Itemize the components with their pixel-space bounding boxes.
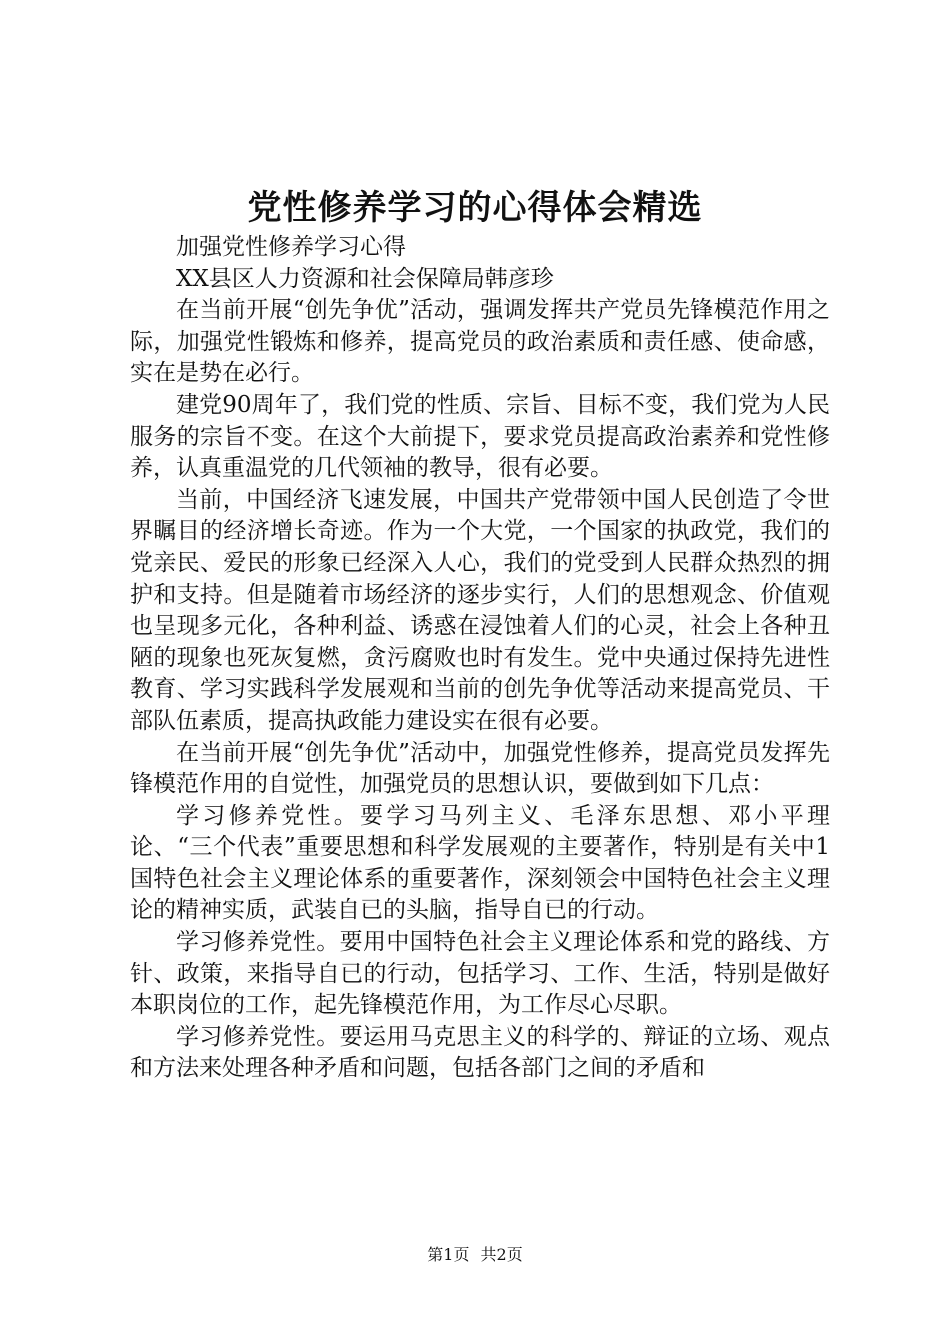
page-total: 共2页 xyxy=(480,1245,523,1264)
body-paragraph: 学习修养党性。要用中国特色社会主义理论体系和党的路线、方针、政策，来指导自已的行动，包括学习、工作、生活，特别是做好本职岗位的工作，起先锋模范作用，为工作尽心尽职。 xyxy=(130,929,830,1019)
body-paragraph: 建党90周年了，我们党的性质、宗旨、目标不变，我们党为人民服务的宗旨不变。在这个大前提下，要求党员提高政治素养和党性修养，认真重温党的几代领袖的教导，很有必要。 xyxy=(130,391,830,482)
author-paragraph: XX县区人力资源和社会保障局韩彦珍 xyxy=(176,265,554,292)
document-title: 党性修养学习的心得体会精选 xyxy=(247,188,703,228)
subtitle-paragraph: 加强党性修养学习心得 xyxy=(176,234,406,260)
body-paragraph: 在当前开展“创先争优”活动，强调发挥共产党员先锋模范作用之际，加强党性锻炼和修养，提高党员的政治素质和责任感、使命感，实在是势在必行。 xyxy=(130,297,830,387)
document-body xyxy=(130,232,830,1085)
body-paragraph: 学习修养党性。要学习马列主义、毛泽东思想、邓小平理论、“三个代表”重要思想和科学发展观的主要著作，特别是有关中1国特色社会主义理论体系的重要著作，深刻领会中国特色社会主义理论的精神实质，武装自已的头脑，指导自已的行动。 xyxy=(130,802,830,924)
body-paragraph: 在当前开展“创先争优”活动中，加强党性修养，提高党员发挥先锋模范作用的自觉性，加强党员的思想认识，要做到如下几点： xyxy=(130,739,830,798)
page-footer xyxy=(0,1244,950,1266)
body-paragraph: 学习修养党性。要运用马克思主义的科学的、辩证的立场、观点和方法来处理各种矛盾和问题，包括各部门之间的矛盾和 xyxy=(130,1023,830,1082)
page-number: 第1页 xyxy=(427,1245,470,1264)
body-paragraph: 当前，中国经济飞速发展，中国共产党带领中国人民创造了令世界瞩目的经济增长奇迹。作为一个大党，一个国家的执政党，我们的党亲民、爱民的形象已经深入人心，我们的党受到人民群众热烈的拥护和支持。但是随着市场经济的逐步实行，人们的思想观念、价值观也呈现多元化，各种利益、诱惑在浸蚀着人们的心灵，社会上各种丑陋的现象也死灰复燃，贪污腐败也时有发生。党中央通过保持先进性教育、学习实践科学发展观和当前的创先争优等活动来提高党员、干部队伍素质，提高执政能力建设实在很有必要。 xyxy=(130,486,830,734)
